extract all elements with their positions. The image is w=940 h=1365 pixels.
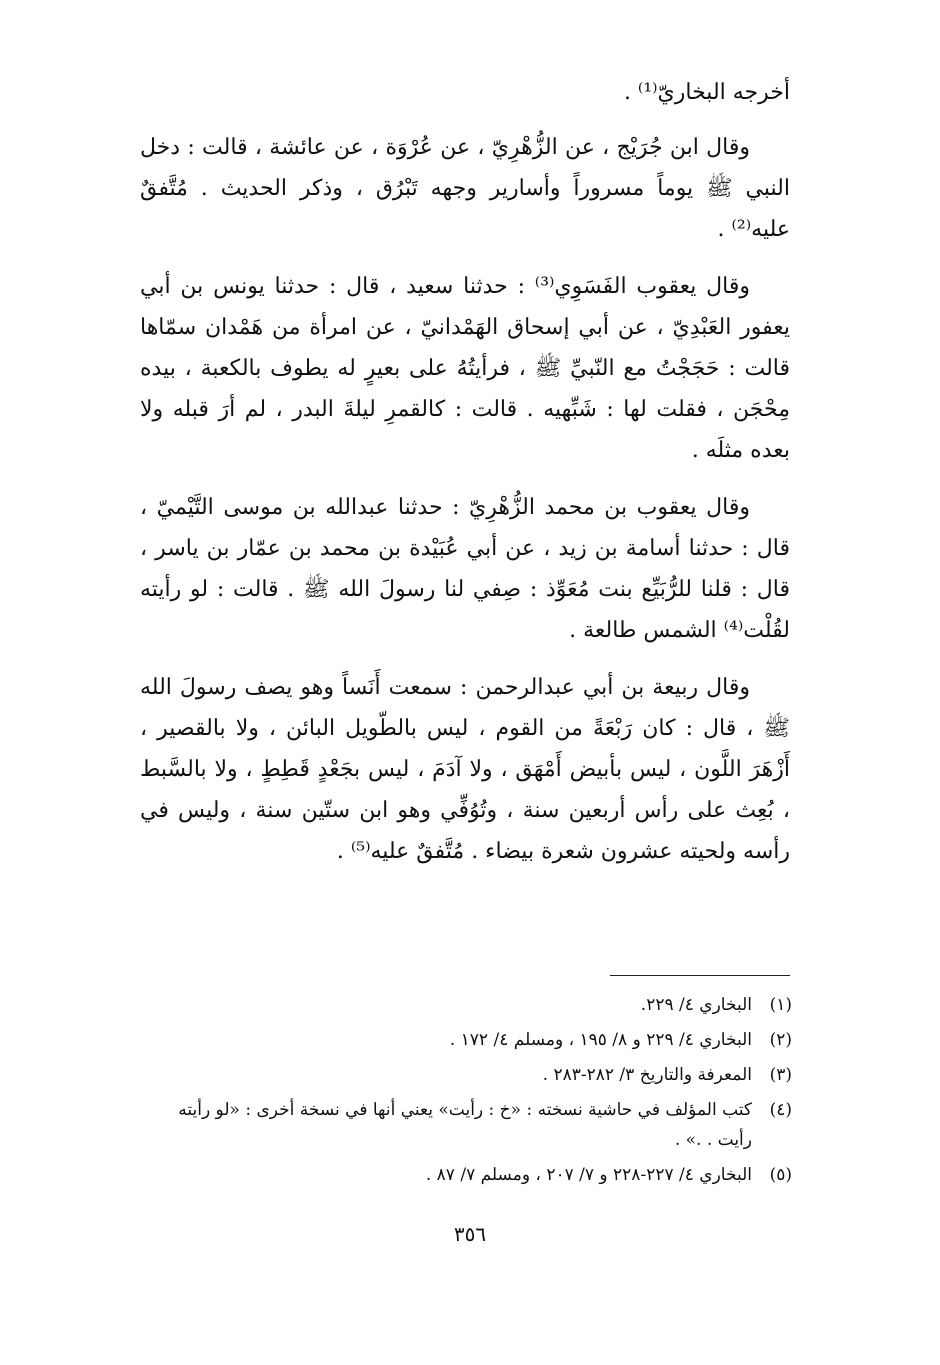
footnote-text: البخاري ٤/ ٢٢٩. xyxy=(640,995,752,1015)
footnote-4 xyxy=(140,1095,792,1155)
footnote-number: (٤) xyxy=(769,1100,792,1120)
paragraph-4: وقال يعقوب بن محمد الزُّهْرِيّ : حدثنا عبدالله بن موسى التَّيْميّ ، قال : حدثنا أسامة بن زيد ، عن أبي عُبَيْدة بن محمد بن عمّار بن ياسر ، قال : قلنا للرُّبَيِّع بنت مُعَوِّذ : صِفي لنا رسولَ الله ﷺ . قالت : لو رأيته لقُلْت⁽⁴⁾ الشمس طالعة . xyxy=(140,495,790,643)
footnote-number: (٥) xyxy=(769,1165,792,1185)
footnotes xyxy=(140,990,792,1195)
footnote-5 xyxy=(140,1160,792,1190)
main-text xyxy=(140,72,790,888)
footnote-number: (١) xyxy=(769,995,792,1015)
footnote-text: المعرفة والتاريخ ٣/ ٢٨٢-٢٨٣ . xyxy=(542,1065,752,1085)
footnote-2 xyxy=(140,1025,792,1055)
footnote-1 xyxy=(140,990,792,1020)
paragraph-5: وقال ربيعة بن أبي عبدالرحمن : سمعت أَنَساً وهو يصف رسولَ الله ﷺ ، قال : كان رَبْعَةً من القوم ، ليس بالطّويل البائن ، ولا بالقصير ، أَزْهَرَ اللَّون ، ليس بأبيض أَمْهَق ، ولا آدَمَ ، ليس بجَعْدٍ قَطِطٍ ، ولا بالسَّبط ، بُعِث على رأس أربعين سنة ، وتُوُفِّي وهو ابن ستّين سنة ، وليس في رأسه ولحيته عشرون شعرة بيضاء . مُتَّفقٌ عليه⁽⁵⁾ . xyxy=(140,675,790,864)
footnote-text: كتب المؤلف في حاشية نسخته : «خ : رأيت» يعني أنها في نسخة أخرى : «لو رأيته رأيت . .» . xyxy=(178,1100,752,1150)
footnote-text: البخاري ٤/ ٢٢٧-٢٢٨ و ٧/ ٢٠٧ ، ومسلم ٧/ ٨٧ . xyxy=(425,1165,752,1185)
footnote-number: (٢) xyxy=(769,1030,792,1050)
footnote-text: البخاري ٤/ ٢٢٩ و ٨/ ١٩٥ ، ومسلم ٤/ ١٧٢ . xyxy=(449,1030,752,1050)
footnote-divider xyxy=(610,975,790,976)
paragraph-2: وقال ابن جُرَيْج ، عن الزُّهْرِيّ ، عن عُرْوَة ، عن عائشة ، قالت : دخل النبي ﷺ يوماً مسروراً وأسارير وجهه تَبْرُق ، وذكر الحديث . مُتَّفقٌ عليه⁽²⁾ . xyxy=(140,135,790,242)
paragraph-3: وقال يعقوب الفَسَوِي⁽³⁾ : حدثنا سعيد ، قال : حدثنا يونس بن أبي يعفور العَبْدِيّ ، عن أبي إسحاق الهَمْدانيّ ، عن امرأة من هَمْدان سمّاها قالت : حَجَجْتُ مع النّبيِّ ﷺ ، فرأيتُهُ على بعيرٍ له يطوف بالكعبة ، بيده مِحْجَن ، فقلت لها : شَبِّهيه . قالت : كالقمرِ ليلةَ البدر ، لم أرَ قبله ولا بعده مثلَه . xyxy=(140,274,790,463)
paragraph-1: أخرجه البخاريّ⁽¹⁾ . xyxy=(623,80,790,105)
footnote-number: (٣) xyxy=(769,1065,792,1085)
page-number: ٣٥٦ xyxy=(453,1222,487,1246)
footnote-3 xyxy=(140,1060,792,1090)
